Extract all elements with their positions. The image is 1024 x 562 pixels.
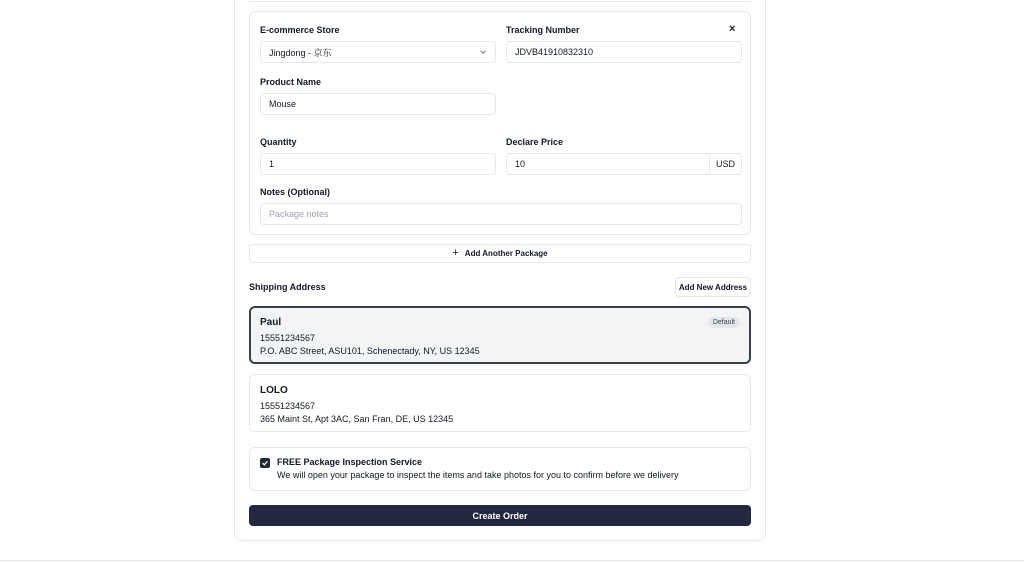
inspection-description: We will open your package to inspect the items and take photos for you to confirm before we delivery (277, 470, 679, 480)
inspection-service-card (249, 447, 751, 491)
address-phone: 15551234567 (260, 333, 316, 343)
store-select[interactable] (260, 41, 496, 63)
inspection-title: FREE Package Inspection Service (277, 457, 423, 467)
default-badge: Default (708, 317, 740, 328)
previous-section-edge (249, 0, 751, 2)
package-card (249, 11, 751, 235)
plus-icon: + (452, 247, 459, 259)
quantity-input-value: 1 (269, 159, 275, 169)
add-new-address-button[interactable]: Add New Address (675, 277, 751, 297)
store-label: E-commerce Store (260, 25, 340, 35)
price-input[interactable] (506, 153, 710, 175)
address-name: Paul (260, 317, 282, 328)
address-line: 365 Maint St, Apt 3AC, San Fran, DE, US 12345 (260, 414, 454, 424)
notes-placeholder: Package notes (269, 209, 329, 219)
tracking-input-value: JDVB41910832310 (515, 47, 594, 57)
check-icon (261, 459, 269, 467)
product-label: Product Name (260, 77, 322, 87)
add-package-label: Add Another Package (464, 249, 548, 258)
currency-suffix: USD (709, 153, 742, 175)
quantity-input[interactable] (260, 153, 496, 175)
page-divider (0, 560, 1024, 561)
chevron-down-icon (479, 48, 487, 56)
shipping-address-title: Shipping Address (249, 282, 326, 292)
add-package-button[interactable] (249, 244, 751, 263)
store-select-value: Jingdong - 京东 (269, 47, 332, 58)
product-input-value: Mouse (269, 99, 297, 109)
address-card-lolo[interactable] (249, 374, 751, 432)
address-line: P.O. ABC Street, ASU101, Schenectady, NY, US 12345 (260, 346, 480, 356)
notes-label: Notes (Optional) (260, 187, 330, 197)
tracking-label: Tracking Number (506, 25, 580, 35)
tracking-input[interactable] (506, 41, 742, 63)
quantity-label: Quantity (260, 137, 297, 147)
notes-input[interactable] (260, 203, 742, 225)
price-label: Declare Price (506, 137, 564, 147)
product-input[interactable] (260, 93, 496, 115)
close-icon[interactable]: × (729, 23, 736, 35)
address-card-paul[interactable] (249, 306, 751, 364)
inspection-checkbox[interactable] (260, 458, 270, 468)
create-order-button[interactable]: Create Order (249, 505, 751, 526)
price-input-value: 10 (515, 159, 526, 169)
address-phone: 15551234567 (260, 401, 316, 411)
address-name: LOLO (260, 385, 288, 396)
